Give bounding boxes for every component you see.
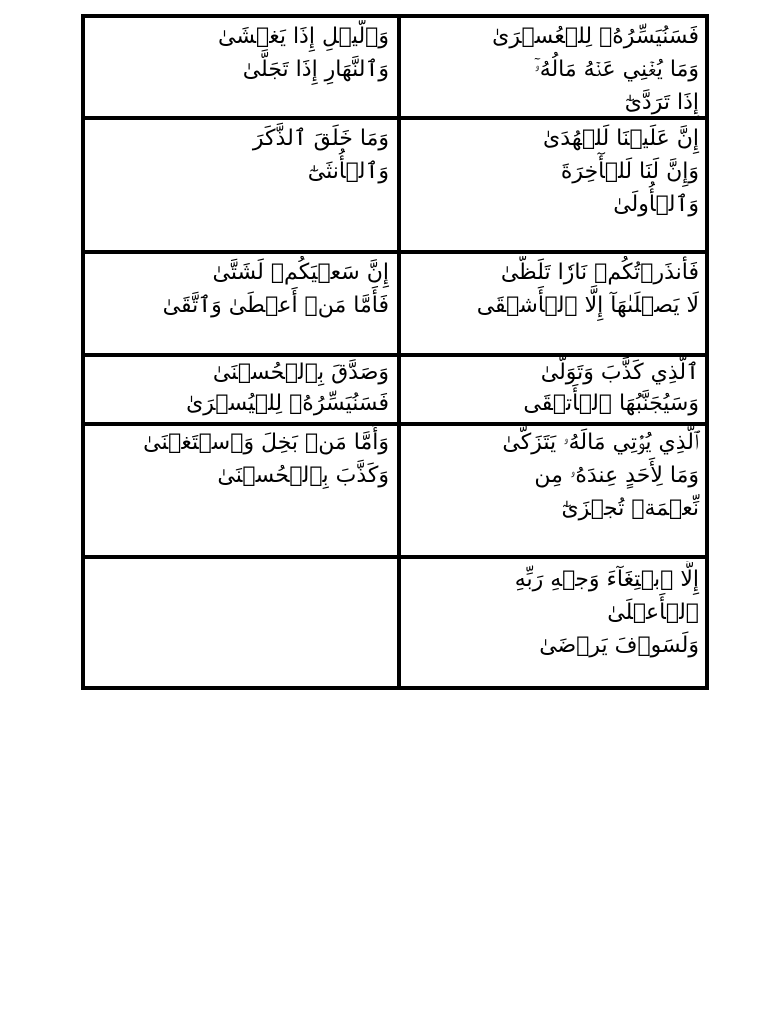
verse-line: وَلَسَوۡفَ يَرۡضَىٰ: [539, 633, 699, 658]
verse-line: وَٱلَّيۡلِ إِذَا يَغۡشَىٰ: [218, 24, 389, 49]
row-divider: [85, 116, 705, 120]
verse-line: فَسَنُيَسِّرُهُۥ لِلۡيُسۡرَىٰ: [186, 391, 389, 416]
verse-line: إِذَا تَرَدَّىٰٓ: [624, 90, 699, 115]
verse-line: فَأَنذَرۡتُكُمۡ نَارٗا تَلَظَّىٰ: [500, 260, 699, 285]
verse-line: وَإِنَّ لَنَا لَلۡأٓخِرَةَ: [560, 159, 699, 184]
verse-line: وَسَيُجَنَّبُهَا ٱلۡأَتۡقَى: [523, 391, 699, 416]
verse-line: ٱلۡأَعۡلَىٰ: [607, 600, 699, 625]
verse-line: وَمَا لِأَحَدٍ عِندَهُۥ مِن: [534, 463, 699, 488]
verse-card-r5-right: [401, 426, 705, 555]
verse-line: وَمَا خَلَقَ ٱلذَّكَرَ: [252, 126, 389, 151]
verse-card-r4-left: [85, 357, 397, 422]
verse-line: نِّعۡمَةٖ تُجۡزَىٰٓ: [561, 496, 699, 521]
row-divider: [85, 555, 705, 559]
verse-line: ٱلَّذِي كَذَّبَ وَتَوَلَّىٰ: [540, 360, 699, 385]
verse-card-r3-left: [85, 256, 397, 353]
verse-line: وَٱلنَّهَارِ إِذَا تَجَلَّىٰ: [242, 57, 389, 82]
verse-line: إِلَّا ٱبۡتِغَآءَ وَجۡهِ رَبِّهِ: [514, 567, 699, 592]
verse-line: وَأَمَّا مَنۢ بَخِلَ وَٱسۡتَغۡنَىٰ: [143, 430, 389, 455]
verse-line: إِنَّ عَلَيۡنَا لَلۡهُدَىٰ: [543, 126, 699, 151]
verse-card-r4-right: [401, 357, 705, 422]
verse-card-r2-left: [85, 122, 397, 250]
empty-card: [85, 561, 397, 686]
verse-line: وَٱلۡأُنثَىٰٓ: [307, 159, 389, 184]
verse-line: إِنَّ سَعۡيَكُمۡ لَشَتَّىٰ: [212, 260, 389, 285]
card-sheet: [81, 14, 709, 690]
verse-card-r5-left: [85, 426, 397, 555]
verse-line: وَصَدَّقَ بِٱلۡحُسۡنَىٰ: [212, 360, 389, 385]
verse-card-r3-right: [401, 256, 705, 353]
row-divider: [85, 250, 705, 254]
verse-line: وَكَذَّبَ بِٱلۡحُسۡنَىٰ: [217, 463, 389, 488]
verse-line: وَٱلۡأُولَىٰ: [613, 192, 699, 217]
verse-card-r6-right: [401, 561, 705, 686]
verse-line: وَمَا يُغۡنِي عَنۡهُ مَالُهُۥٓ: [534, 57, 699, 82]
verse-card-r2-right: [401, 122, 705, 250]
verse-line: فَسَنُيَسِّرُهُۥ لِلۡعُسۡرَىٰ: [492, 24, 699, 49]
verse-card-r1-right: [401, 20, 705, 116]
verse-card-r1-left: [85, 20, 397, 116]
verse-line: لَا يَصۡلَىٰهَآ إِلَّا ٱلۡأَشۡقَى: [476, 293, 699, 318]
verse-line: فَأَمَّا مَنۡ أَعۡطَىٰ وَٱتَّقَىٰ: [162, 293, 389, 318]
verse-line: ٱلَّذِي يُؤۡتِي مَالَهُۥ يَتَزَكَّىٰ: [502, 430, 699, 455]
